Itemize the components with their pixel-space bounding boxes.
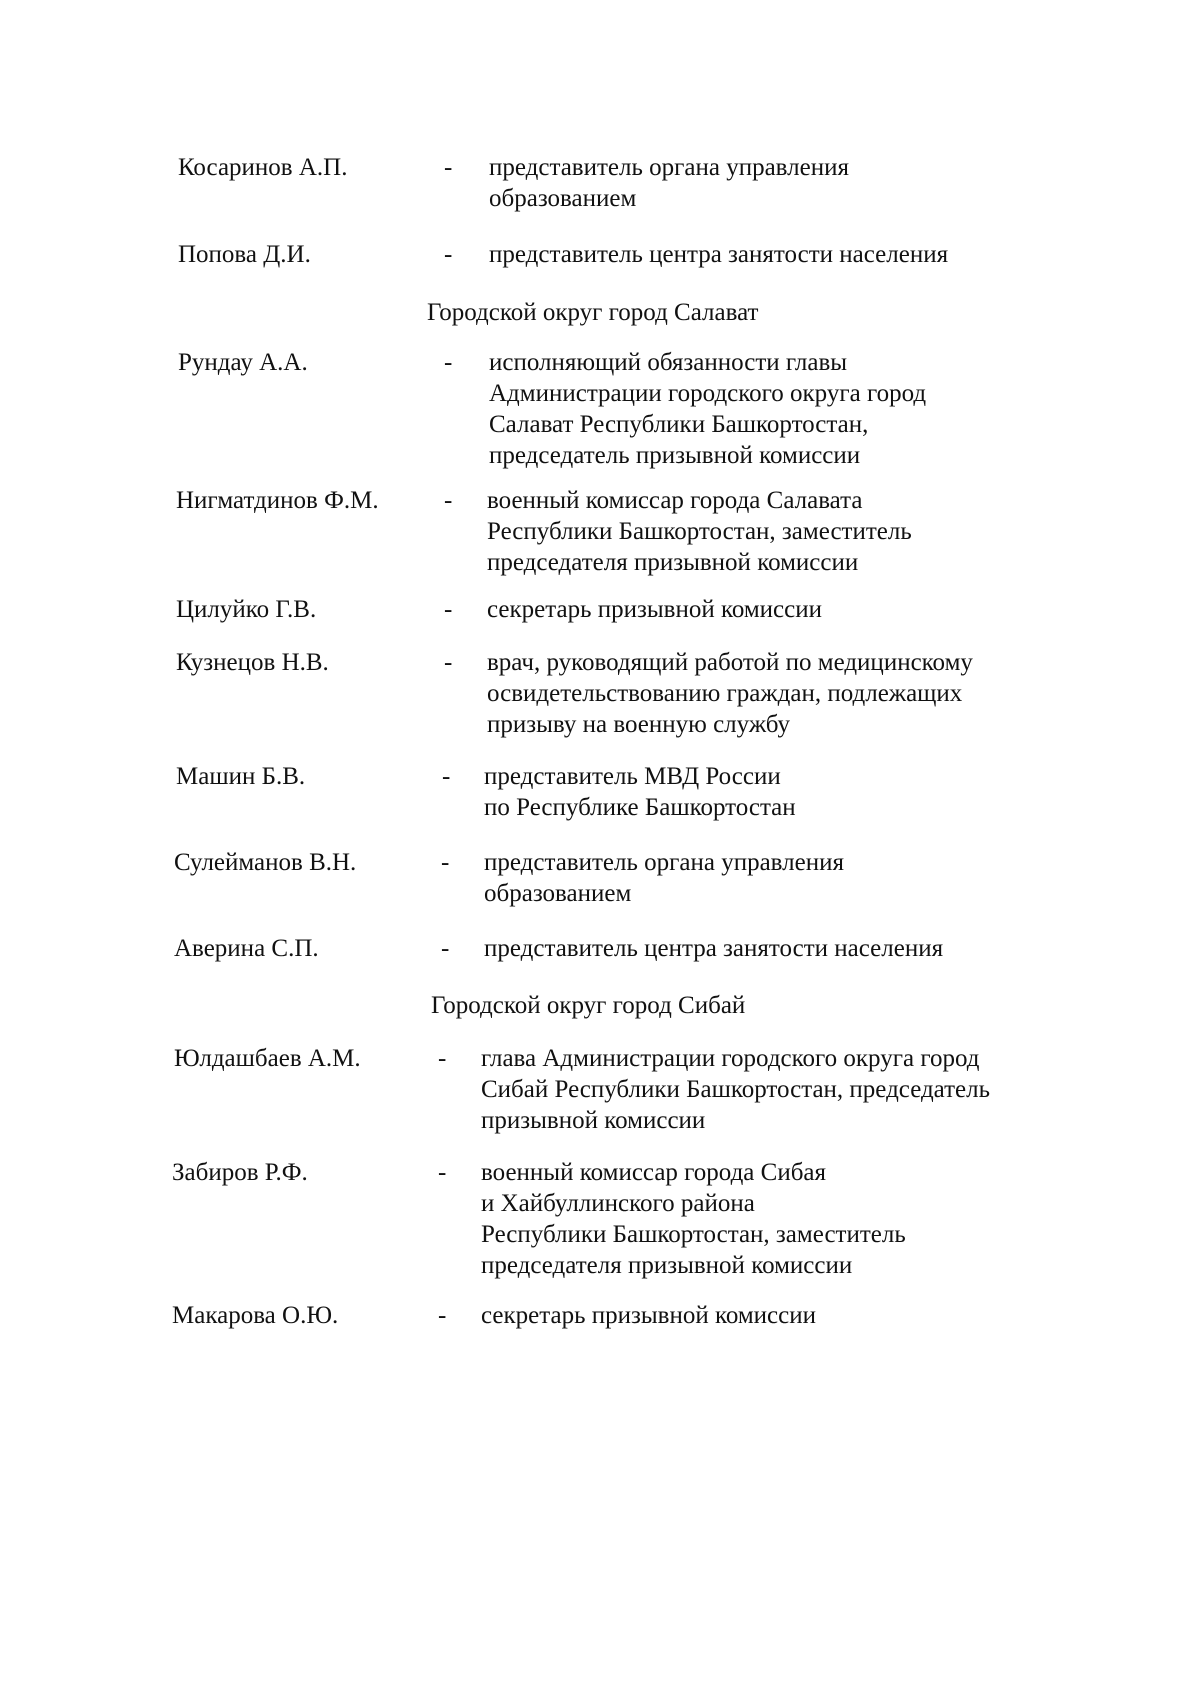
separator-dash: - bbox=[444, 596, 453, 623]
separator-dash: - bbox=[438, 1159, 447, 1186]
member-role bbox=[489, 152, 849, 214]
role-line: Республики Башкортостан, заместитель bbox=[487, 518, 912, 545]
role-line: и Хайбуллинского района bbox=[481, 1190, 755, 1217]
role-line: Сибай Республики Башкортостан, председатель bbox=[481, 1076, 991, 1103]
role-line: представитель центра занятости населения bbox=[489, 241, 949, 268]
role-line: врач, руководящий работой по медицинскому bbox=[487, 649, 973, 676]
member-name: Рундау А.А. bbox=[178, 349, 308, 376]
separator-dash: - bbox=[444, 349, 453, 376]
member-name: Забиров Р.Ф. bbox=[172, 1159, 308, 1186]
member-role bbox=[487, 485, 912, 578]
role-line: образованием bbox=[484, 880, 632, 907]
separator-dash: - bbox=[438, 1045, 447, 1072]
role-line: глава Администрации городского округа город bbox=[481, 1045, 980, 1072]
role-line: освидетельствованию граждан, подлежащих bbox=[487, 680, 963, 707]
separator-dash: - bbox=[444, 487, 453, 514]
section-heading: Городской округ город Салават bbox=[427, 299, 759, 326]
member-role bbox=[489, 239, 948, 270]
role-line: представитель центра занятости населения bbox=[484, 935, 944, 962]
role-line: председателя призывной комиссии bbox=[487, 549, 859, 576]
separator-dash: - bbox=[441, 849, 450, 876]
separator-dash: - bbox=[438, 1302, 447, 1329]
role-line: председатель призывной комиссии bbox=[489, 442, 861, 469]
member-role bbox=[484, 761, 796, 823]
separator-dash: - bbox=[442, 763, 451, 790]
member-role bbox=[484, 933, 943, 964]
member-role bbox=[487, 594, 822, 625]
separator-dash: - bbox=[444, 241, 453, 268]
role-line: исполняющий обязанности главы bbox=[489, 349, 848, 376]
separator-dash: - bbox=[441, 935, 450, 962]
member-name: Юлдашбаев А.М. bbox=[174, 1045, 361, 1072]
separator-dash: - bbox=[444, 154, 453, 181]
role-line: военный комиссар города Салавата bbox=[487, 487, 863, 514]
role-line: представитель органа управления bbox=[484, 849, 844, 876]
role-line: военный комиссар города Сибая bbox=[481, 1159, 827, 1186]
role-line: Администрации городского округа город bbox=[489, 380, 927, 407]
section-heading: Городской округ город Сибай bbox=[431, 992, 746, 1019]
role-line: представитель МВД России bbox=[484, 763, 781, 790]
member-role bbox=[484, 847, 844, 909]
role-line: призывной комиссии bbox=[481, 1107, 706, 1134]
role-line: секретарь призывной комиссии bbox=[487, 596, 823, 623]
role-line: призыву на военную службу bbox=[487, 711, 791, 738]
role-line: председателя призывной комиссии bbox=[481, 1252, 853, 1279]
member-role bbox=[487, 647, 973, 740]
member-name: Нигматдинов Ф.М. bbox=[176, 487, 379, 514]
member-name: Кузнецов Н.В. bbox=[176, 649, 329, 676]
member-name: Сулейманов В.Н. bbox=[174, 849, 357, 876]
role-line: Салават Республики Башкортостан, bbox=[489, 411, 869, 438]
member-name: Косаринов А.П. bbox=[178, 154, 348, 181]
member-role bbox=[481, 1300, 816, 1331]
member-name: Макарова О.Ю. bbox=[172, 1302, 339, 1329]
member-name: Машин Б.В. bbox=[176, 763, 306, 790]
member-name: Попова Д.И. bbox=[178, 241, 311, 268]
member-role bbox=[489, 347, 926, 471]
member-role bbox=[481, 1043, 990, 1136]
separator-dash: - bbox=[444, 649, 453, 676]
role-line: по Республике Башкортостан bbox=[484, 794, 796, 821]
role-line: Республики Башкортостан, заместитель bbox=[481, 1221, 906, 1248]
member-role bbox=[481, 1157, 906, 1281]
role-line: образованием bbox=[489, 185, 637, 212]
role-line: секретарь призывной комиссии bbox=[481, 1302, 817, 1329]
member-name: Аверина С.П. bbox=[174, 935, 319, 962]
member-name: Цилуйко Г.В. bbox=[176, 596, 317, 623]
role-line: представитель органа управления bbox=[489, 154, 849, 181]
